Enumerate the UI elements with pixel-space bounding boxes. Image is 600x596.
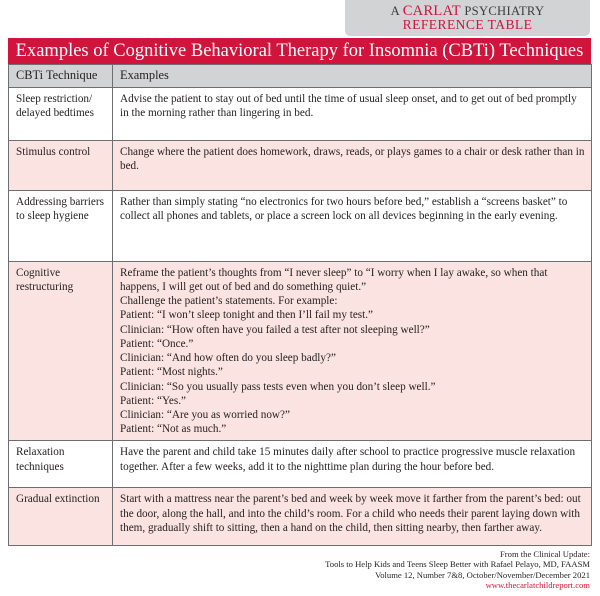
brand-line-primary [391, 4, 545, 19]
brand-article: A [390, 3, 403, 18]
citation-website-link[interactable]: www.thecarlatchildreport.com [485, 580, 590, 591]
brand-psychiatry: PSYCHIATRY [460, 3, 545, 18]
cell-technique: Gradual extinction [9, 488, 113, 546]
source-citation [170, 549, 590, 591]
citation-line-volume: Volume 12, Number 7&8, October/November/December 2021 [375, 569, 590, 580]
cell-example: Start with a mattress near the parent’s bed and week by week move it farther from the parent’s bed: out the door, along the hall, and into the child’s room. For a child who needs their parent laying down with them, gradually shift to sitting, then a hand on the child, then sitting nearby, then farther away. [113, 488, 592, 546]
dialogue-line: Patient: “Yes.” [120, 394, 186, 407]
dialogue-line: Reframe the patient’s thoughts from “I never sleep” to “I worry when I lay awake, so when that happens, I will get out of bed and do something quiet.” [120, 266, 548, 293]
cell-example: Rather than simply stating “no electronics for two hours before bed,” establish a “screens basket” to collect all phones and tablets, or place a screen lock on all devices beginning in the early evening. [113, 190, 592, 261]
dialogue-line: Patient: “Not as much.” [120, 423, 227, 436]
brand-line-secondary: REFERENCE TABLE [402, 17, 533, 33]
dialogue-line: Clinician: “Are you as worried now?” [120, 408, 290, 421]
dialogue-line: Patient: “Most nights.” [120, 366, 223, 379]
carlat-reference-table-banner [345, 0, 590, 36]
table-row [9, 488, 592, 546]
table-title: Examples of Cognitive Behavioral Therapy for Insomnia (CBTi) Techniques [8, 38, 591, 64]
brand-carlat: CARLAT [402, 2, 461, 19]
citation-line-title: Tools to Help Kids and Teens Sleep Better with Rafael Pelayo, MD, FAASM [325, 559, 590, 570]
dialogue-line: Clinician: “How often have you failed a test after not sleeping well?” [120, 323, 430, 336]
dialogue-line: Patient: “I won’t sleep tonight and then I’ll fail my test.” [120, 309, 374, 322]
cell-example: Have the parent and child take 15 minutes daily after school to practice progressive muscle relaxation together. After a few weeks, add it to the nighttime plan during the hour before bed. [113, 441, 592, 488]
cell-technique: Relaxation techniques [9, 441, 113, 488]
cell-technique: Sleep restriction/ delayed bedtimes [9, 87, 113, 140]
table-row [9, 261, 592, 441]
cell-technique: Stimulus control [9, 140, 113, 190]
table-header-row [9, 65, 592, 88]
dialogue-line: Clinician: “So you usually pass tests even when you don’t sleep well.” [120, 380, 436, 393]
citation-line-update: From the Clinical Update: [500, 549, 590, 559]
table-row [9, 140, 592, 190]
cell-example: Change where the patient does homework, draws, reads, or plays games to a chair or desk rather than in bed. [113, 140, 592, 190]
table-row [9, 87, 592, 140]
cell-example: Advise the patient to stay out of bed until the time of usual sleep onset, and to get out of bed promptly in the morning rather than lingering in bed. [113, 87, 592, 140]
column-header-technique: CBTi Technique [9, 65, 113, 88]
cell-technique: Cognitive restructuring [9, 261, 113, 441]
reference-table-container [8, 38, 591, 546]
column-header-examples: Examples [113, 65, 592, 88]
table-row [9, 190, 592, 261]
dialogue-line: Patient: “Once.” [120, 337, 194, 350]
dialogue-line: Challenge the patient’s statements. For example: [120, 295, 338, 308]
cbti-techniques-table [8, 64, 592, 546]
dialogue-line: Clinician: “And how often do you sleep badly?” [120, 352, 336, 365]
cell-technique: Addressing barriers to sleep hygiene [9, 190, 113, 261]
cell-example-dialogue [113, 261, 592, 441]
table-row [9, 441, 592, 488]
